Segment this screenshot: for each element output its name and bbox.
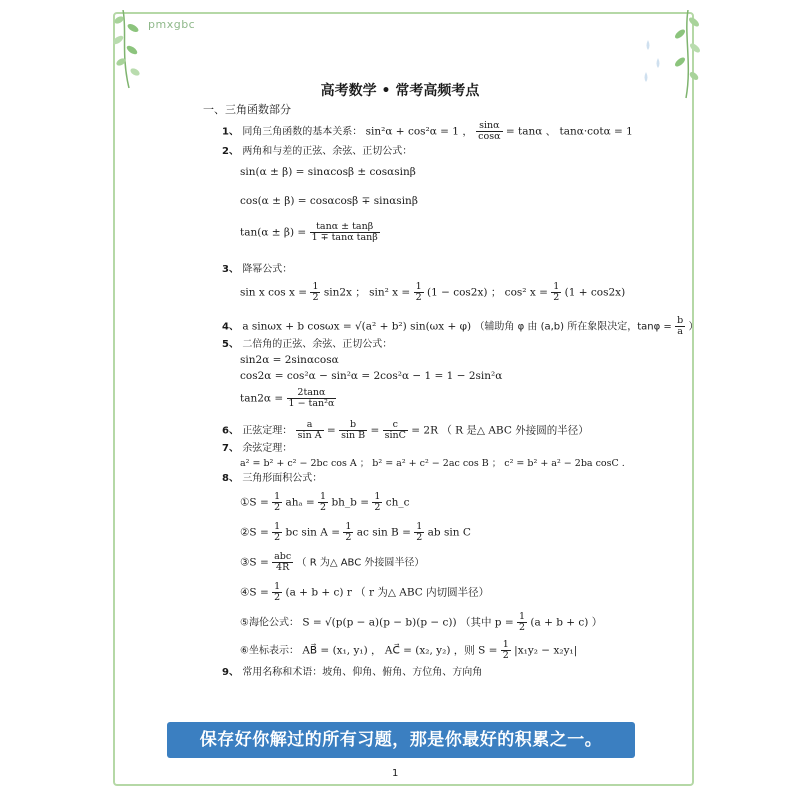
item-label: 二倍角的正弦、余弦、正切公式： xyxy=(242,339,393,350)
formula-sin-double: sin2α = 2sinαcosα xyxy=(240,354,339,366)
area-formula-2: ②S = $\frac{1}{2}$ bc sin A = $\frac{1}{2}$ ac sin B = $\frac{1}{2}$ ab sin C xyxy=(240,521,471,543)
item-label: 同角三角函数的基本关系： xyxy=(242,126,363,138)
formula-cosine-law: a² = b² + c² − 2bc cos A ； b² = a² + c² − 2ac cos B ； c² = b² + a² − 2ba cosC . xyxy=(240,458,625,469)
item-label: 正弦定理： xyxy=(242,425,293,437)
formula-tan-double: tan2α = $\frac{2\tan\alpha}{\text{1 − tan²α}}$ xyxy=(240,387,335,409)
item-2 xyxy=(222,145,412,158)
item-number: 6、 xyxy=(222,425,239,437)
formula: = tanα 、 tanα·cotα = 1 xyxy=(505,125,633,138)
area-formula-1: ①S = $\frac{1}{2}$ ahₐ = $\frac{1}{2}$ bh_b = $\frac{1}{2}$ ch_c xyxy=(240,491,410,513)
area-formula-4: ④S = $\frac{1}{2}$ (a + b + c) r （ r 为△ ABC 内切圆半径） xyxy=(240,581,490,603)
formula-sin-sum: sin(α ± β) = sinαcosβ ± cosαsinβ xyxy=(240,166,416,178)
item-number: 8、 xyxy=(222,473,239,484)
item-4: 4、 a sinωx + b cosωx = √(a² + b²) sin(ωx + φ) （辅助角 φ 由 (a,b) 所在象限决定，tanφ = $\frac{b}{a}$ ） xyxy=(222,315,699,337)
item-number: 9、 xyxy=(222,667,239,678)
item-7 xyxy=(222,442,292,455)
area-formula-coordinate: ⑥坐标表示： AB⃗ = (x₁, y₁) ， AC⃗ = (x₂, y₂) ，则 S = $\frac{1}{2}$ |x₁y₂ − x₂y₁| xyxy=(240,639,578,661)
item-number: 3、 xyxy=(222,264,239,275)
motto-banner: 保存好你解过的所有习题，那是你最好的积累之一。 xyxy=(167,722,635,758)
item-label: 降幂公式： xyxy=(242,264,293,275)
item-3 xyxy=(222,263,292,276)
item-label: 三角形面积公式： xyxy=(242,473,323,484)
page-number: 1 xyxy=(392,768,399,779)
item-number: 7、 xyxy=(222,443,239,454)
formula-cos-double: cos2α = cos²α − sin²α = 2cos²α − 1 = 1 − 2sin²α xyxy=(240,370,503,382)
formula-note: （辅助角 φ 由 (a,b) 所在象限决定，tanφ = xyxy=(474,321,672,333)
formula-power-reduction: sin x cos x = $\frac{1}{2}$ sin2x ； sin² x = $\frac{1}{2}$ (1 − cos2x) ； cos² x = $\frac{1}{2}$ (1 + cos2x) xyxy=(240,281,626,303)
item-number: 1、 xyxy=(222,126,239,138)
item-label: 两角和与差的正弦、余弦、正切公式： xyxy=(242,146,413,157)
formula-cos-sum: cos(α ± β) = cosαcosβ ∓ sinαsinβ xyxy=(240,195,418,207)
page-title: 高考数学 • 常考高频考点 xyxy=(320,83,480,99)
item-label: 余弦定理： xyxy=(242,443,293,454)
item-9 xyxy=(222,666,482,679)
item-5 xyxy=(222,338,392,351)
section-heading: 一、三角函数部分 xyxy=(203,103,291,116)
item-8 xyxy=(222,472,322,485)
item-number: 2、 xyxy=(222,146,239,157)
formula: a sinωx + b cosωx = √(a² + b²) sin(ωx + φ) xyxy=(242,320,472,333)
item-label: 常用名称和术语：坡角、仰角、俯角、方位角、方向角 xyxy=(242,667,483,678)
logo: pmxgbc xyxy=(148,18,196,31)
formula: sin²α + cos²α = 1 ， xyxy=(365,125,473,138)
item-number: 4、 xyxy=(222,321,239,333)
item-6: 6、 正弦定理： $\frac{a}{\text{sin A}}$ = $\frac{b}{\text{sin B}}$ = $\frac{c}{\sin C}$ = 2R （ R 是△ ABC 外接圆的半径） xyxy=(222,419,589,441)
item-1 xyxy=(222,121,633,142)
fraction: $\frac{\sin\alpha}{\cos\alpha}$ xyxy=(478,120,501,142)
area-formula-heron: ⑤海伦公式： S = √(p(p − a)(p − b)(p − c)) （其中 p = $\frac{1}{2}$ (a + b + c) ） xyxy=(240,611,603,633)
item-number: 5、 xyxy=(222,339,239,350)
area-formula-3: ③S = $\frac{\text{abc}}{4R}$ （ R 为△ ABC 外接圆半径） xyxy=(240,551,425,573)
formula-tan-sum: tan(α ± β) = $\frac{\tan\alpha \pm \tan\beta}{\text{1 ∓ tanα tanβ}}$ xyxy=(240,221,378,243)
